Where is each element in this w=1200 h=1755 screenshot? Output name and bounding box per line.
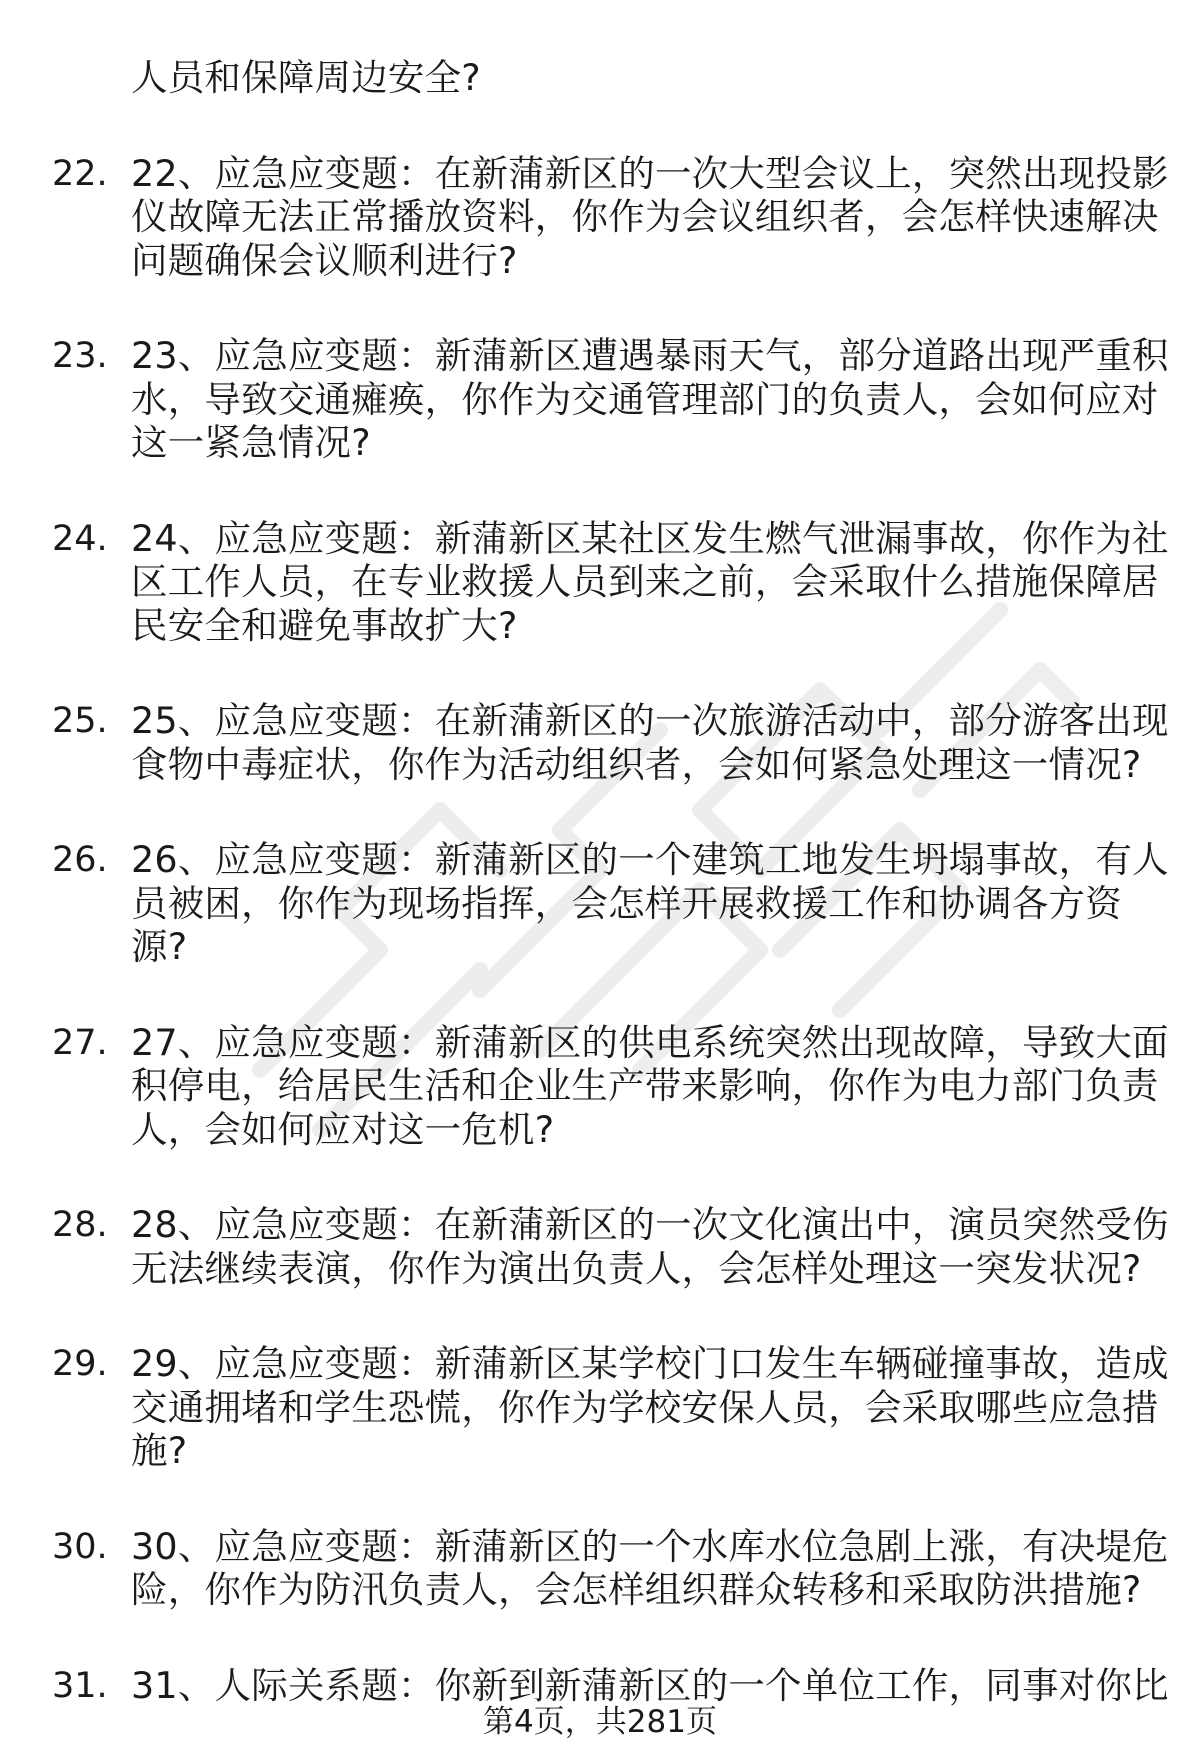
list-item-text-line: 27、应急应变题：新蒲新区的供电系统突然出现故障，导致大面 [131,1020,1169,1064]
list-item-text-line: 积停电，给居民生活和企业生产带来影响，你作为电力部门负责 [131,1064,1159,1107]
page-footer: 第4页，共281页 [483,1704,717,1740]
list-item-text-line: 30、应急应变题：新蒲新区的一个水库水位急剧上涨，有决堤危 [131,1524,1169,1568]
list-item-text-line: 民安全和避免事故扩大? [131,603,518,647]
list-item-number: 26. [52,840,108,880]
continuation-line: 人员和保障周边安全? [131,56,481,99]
list-item-text-line: 员被困，你作为现场指挥，会怎样开展救援工作和协调各方资 [131,881,1122,925]
list-item-number: 24. [52,518,108,559]
list-item-text-line: 29、应急应变题：新蒲新区某学校门口发生车辆碰撞事故，造成 [131,1342,1169,1385]
list-item-number: 25. [52,701,108,741]
list-item-number: 23. [52,336,108,376]
list-item-text-line: 仪故障无法正常播放资料，你作为会议组织者，会怎样快速解决 [131,195,1159,238]
list-item-text-line: 水，导致交通瘫痪，你作为交通管理部门的负责人，会如何应对 [131,377,1159,421]
list-item-text-line: 24、应急应变题：新蒲新区某社区发生燃气泄漏事故，你作为社 [131,516,1169,560]
list-item-text-line: 施? [131,1429,188,1472]
list-item-number: 28. [52,1205,108,1245]
list-item-text-line: 28、应急应变题：在新蒲新区的一次文化演出中，演员突然受伤 [131,1203,1169,1246]
list-item-text-line: 无法继续表演，你作为演出负责人，会怎样处理这一突发状况? [131,1246,1142,1290]
list-item-text-line: 问题确保会议顺利进行? [131,238,518,282]
list-item-text-line: 险，你作为防汛负责人，会怎样组织群众转移和采取防洪措施? [131,1568,1142,1611]
list-item-text-line: 26、应急应变题：新蒲新区的一个建筑工地发生坍塌事故，有人 [131,838,1169,881]
list-item-text-line: 交通拥堵和学生恐慌，你作为学校安保人员，会采取哪些应急措 [131,1385,1159,1429]
list-item-number: 31. [52,1665,108,1706]
list-item-text-line: 源? [131,925,188,968]
list-item-number: 22. [52,153,108,194]
list-item-number: 30. [52,1526,108,1567]
list-item-text-line: 22、应急应变题：在新蒲新区的一次大型会议上，突然出现投影 [131,151,1169,195]
list-item-number: 29. [52,1344,108,1384]
list-item-text-line: 25、应急应变题：在新蒲新区的一次旅游活动中，部分游客出现 [131,699,1169,742]
list-item-text-line: 31、人际关系题：你新到新蒲新区的一个单位工作，同事对你比 [131,1663,1169,1707]
list-item-text-line: 这一紧急情况? [131,421,371,464]
list-item-text-line: 人，会如何应对这一危机? [131,1107,555,1151]
list-item-text-line: 食物中毒症状，你作为活动组织者，会如何紧急处理这一情况? [131,742,1142,786]
list-item-text-line: 23、应急应变题：新蒲新区遭遇暴雨天气，部分道路出现严重积 [131,334,1169,377]
list-item-number: 27. [52,1022,108,1063]
list-item-text-line: 区工作人员，在专业救援人员到来之前，会采取什么措施保障居 [131,560,1159,603]
